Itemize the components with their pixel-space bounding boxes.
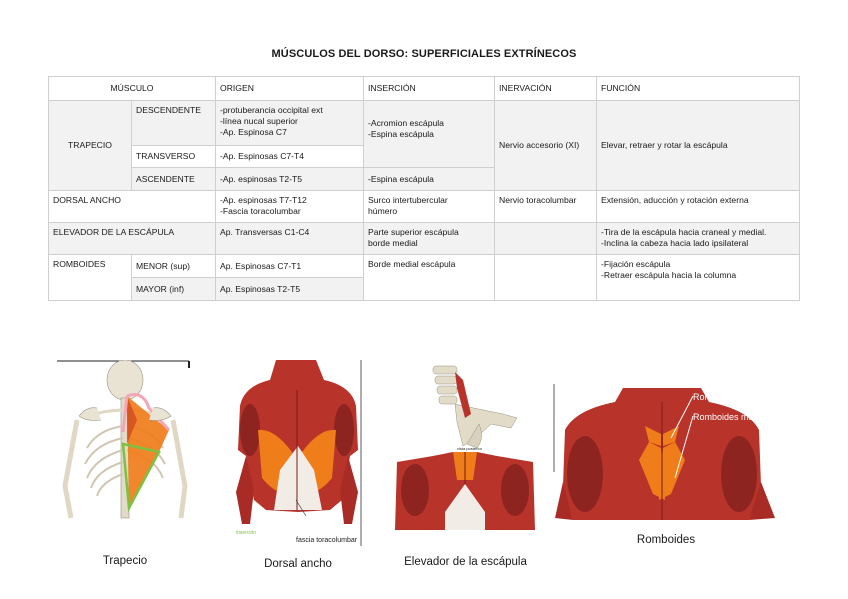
origin-line: -Ap. espinosas T7-T12: [220, 195, 307, 205]
cell-elevador-name: ELEVADOR DE LA ESCÁPULA: [49, 223, 216, 255]
dorsal-caption: Dorsal ancho: [264, 558, 332, 570]
romboides-label-menor: Romboides menor: [693, 392, 767, 402]
insertion-line: Parte superior escápula: [368, 227, 459, 237]
cell-dorsal-origin: [216, 191, 364, 223]
insertion-line: -Acromion escápula: [368, 118, 444, 128]
cell-dorsal-insertion: [364, 191, 495, 223]
cell-trapecio-insertion: [364, 101, 495, 168]
origin-line: -Ap. Espinosa C7: [220, 127, 287, 137]
romboides-label-mayor: Romboides mayor: [693, 412, 767, 422]
header-insercion: INSERCIÓN: [364, 77, 495, 101]
cell-trapecio-function: Elevar, retraer y rotar la escápula: [597, 101, 800, 191]
cell-trapecio-insertion-asc: -Espina escápula: [364, 168, 495, 191]
function-line: -Fijación escápula: [601, 259, 671, 269]
origin-line: -protuberancia occipital ext: [220, 105, 323, 115]
page-title: MÚSCULOS DEL DORSO: SUPERFICIALES EXTRÍNECOS: [271, 48, 577, 60]
cell-romboides-origin-menor: Ap. Espinosas C7-T1: [216, 255, 364, 278]
muscles-table: [48, 76, 800, 301]
cell-trapecio-descendente: DESCENDENTE: [132, 101, 216, 146]
cell-dorsal-innervation: Nervio toracolumbar: [495, 191, 597, 223]
elevador-label: vista posterior: [457, 446, 482, 451]
elevador-illustration: [393, 362, 537, 542]
cell-romboides-name: ROMBOIDES: [49, 255, 132, 301]
cell-elevador-origin: Ap. Transversas C1-C4: [216, 223, 364, 255]
cell-trapecio-ascendente: ASCENDENTE: [132, 168, 216, 191]
header-origen: ORIGEN: [216, 77, 364, 101]
elevador-caption: Elevador de la escápula: [404, 556, 527, 568]
romboides-caption: Romboides: [636, 534, 696, 546]
table-row-romboides-menor: [49, 255, 800, 278]
cell-elevador-function: [597, 223, 800, 255]
table-row-dorsal: [49, 191, 800, 223]
table-row-trapecio-descendente: [49, 101, 800, 146]
insertion-line: borde medial: [368, 238, 418, 248]
cell-trapecio-name: TRAPECIO: [49, 101, 132, 191]
cell-romboides-origin-mayor: Ap. Espinosas T2-T5: [216, 278, 364, 301]
trapecio-caption: Trapecio: [102, 555, 148, 567]
insertion-line: -Espina escápula: [368, 129, 434, 139]
cell-trapecio-innervation: Nervio accesorio (XI): [495, 101, 597, 191]
cell-trapecio-origin-desc: [216, 101, 364, 146]
header-musculo: MÚSCULO: [49, 77, 216, 101]
romboides-illustration: [553, 382, 788, 522]
dorsal-label-insercion: inserción: [236, 530, 257, 536]
dorsal-ancho-illustration: [232, 360, 362, 548]
header-funcion: FUNCIÓN: [597, 77, 800, 101]
insertion-line: húmero: [368, 206, 398, 216]
cell-romboides-function: [597, 255, 800, 301]
cell-elevador-innervation: [495, 223, 597, 255]
cell-romboides-insertion: Borde medial escápula: [364, 255, 495, 301]
cell-dorsal-function: Extensión, aducción y rotación externa: [597, 191, 800, 223]
cell-romboides-menor: MENOR (sup): [132, 255, 216, 278]
cell-elevador-insertion: [364, 223, 495, 255]
header-inervacion: INERVACIÓN: [495, 77, 597, 101]
table-header-row: [49, 77, 800, 101]
function-line: -Inclina la cabeza hacia lado ipsilateral: [601, 238, 749, 248]
cell-romboides-innervation: [495, 255, 597, 301]
cell-trapecio-origin-asc: -Ap. espinosas T2-T5: [216, 168, 364, 191]
dorsal-label-fascia: fascia toracolumbar: [296, 537, 358, 544]
origin-line: -línea nucal superior: [220, 116, 298, 126]
cell-trapecio-transverso: TRANSVERSO: [132, 146, 216, 168]
function-line: -Tira de la escápula hacia craneal y medial.: [601, 227, 767, 237]
cell-dorsal-name: DORSAL ANCHO: [49, 191, 216, 223]
origin-line: -Fascia toracolumbar: [220, 206, 301, 216]
table-row-elevador: [49, 223, 800, 255]
cell-romboides-mayor: MAYOR (inf): [132, 278, 216, 301]
insertion-line: Surco intertubercular: [368, 195, 448, 205]
function-line: -Retraer escápula hacia la columna: [601, 270, 737, 280]
trapecio-illustration: [57, 360, 193, 532]
cell-trapecio-origin-trans: -Ap. Espinosas C7-T4: [216, 146, 364, 168]
